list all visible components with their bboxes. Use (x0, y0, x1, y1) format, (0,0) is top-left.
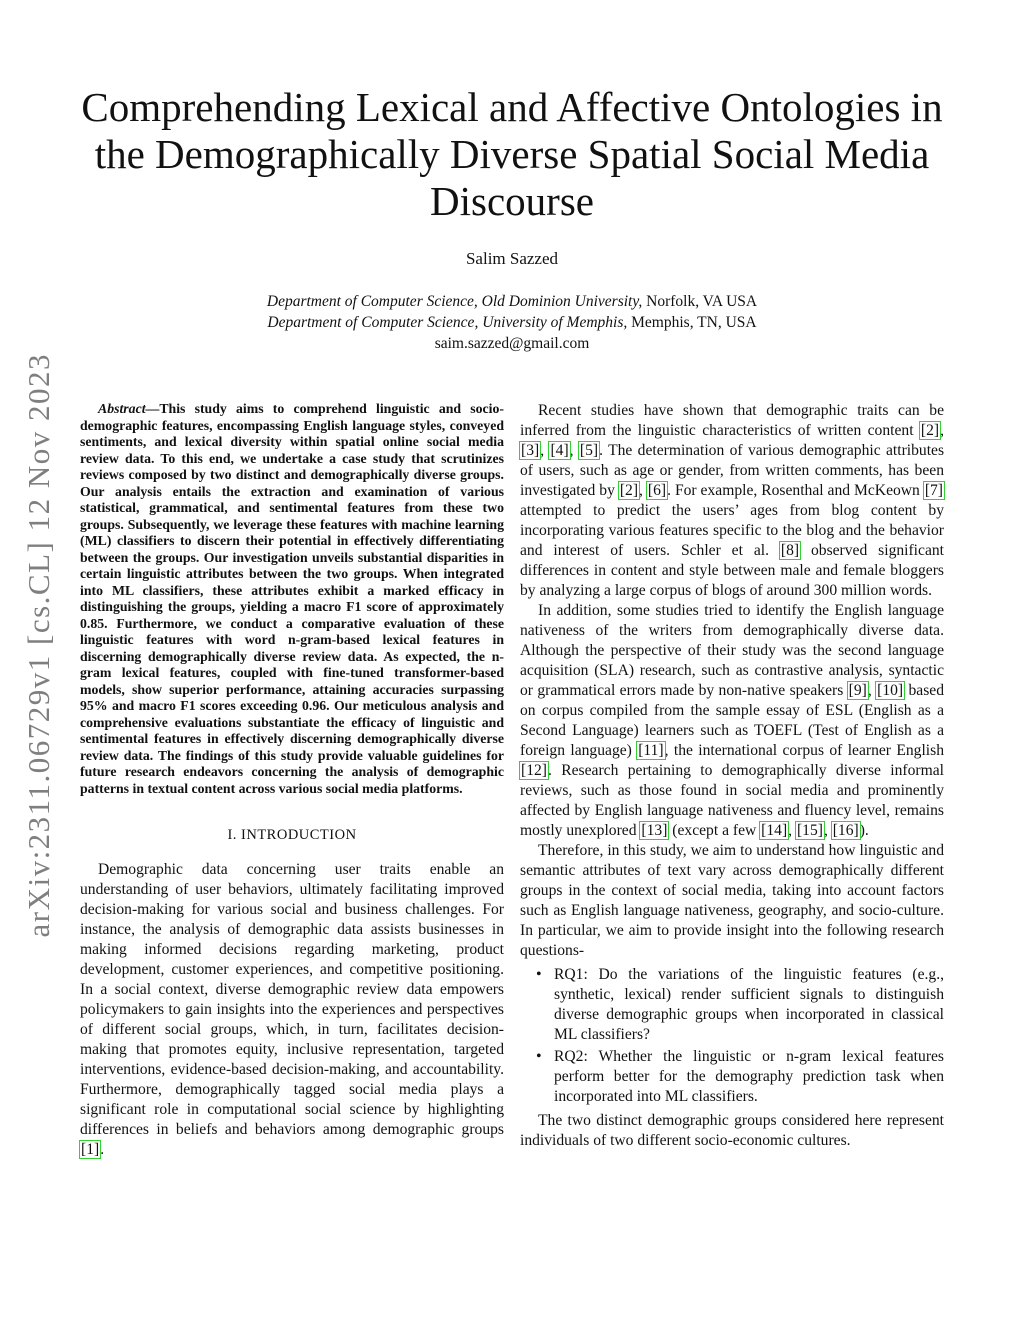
p1-text: Recent studies have shown that demographic traits can be inferred from the linguistic characteristics of written content (520, 402, 944, 439)
p2-text: , the international corpus of learner English (664, 742, 944, 759)
paragraph-two-groups: The two distinct demographic groups considered here represent individuals of two different socio-economic cultures. (520, 1112, 944, 1149)
right-column (520, 401, 944, 1151)
citation-link[interactable]: [11] (638, 742, 664, 759)
citation-link[interactable]: [12] (521, 762, 547, 779)
left-column (80, 401, 504, 1160)
p1-text: , (540, 442, 550, 459)
paragraph-recent-studies (520, 401, 944, 601)
paragraph-therefore: Therefore, in this study, we aim to understand how linguistic and semantic attributes of text vary across demographically different groups in the context of social media, taking into account factors such as English language nativeness, geography, and socio-culture. In particular, we aim to provide insight into the following research questions- (520, 842, 944, 959)
author-name: Salim Sazzed (465, 249, 559, 268)
affiliation-2 (0, 312, 1024, 333)
citation-link[interactable]: [1] (81, 1141, 100, 1158)
affiliation-1-dept: Department of Computer Science, Old Dominion University, (266, 293, 643, 310)
p1-text: . For example, Rosenthal and McKeown (667, 482, 924, 499)
citation-link[interactable]: [15] (796, 822, 823, 839)
affiliation-2-location: Memphis, TN, USA (627, 314, 757, 331)
citation-link[interactable]: [9] (848, 682, 867, 699)
p1-text: , (569, 442, 579, 459)
p2-text: ). (859, 822, 869, 839)
p1-text: . The determination of various demographic attributes of users, such as age or gender, from written comments, has been investigated by (520, 442, 945, 499)
abstract (80, 401, 504, 797)
list-item-rq2: • RQ2: Whether the linguistic or n-gram lexical features perform better for the demography prediction task when incorporated into ML classifiers. (520, 1047, 944, 1107)
citation-link[interactable]: [7] (924, 482, 943, 499)
abstract-text: —This study aims to comprehend linguistic and socio-demographic features, encompassing English language styles, conveyed sentiments, and lexical diversity within spatial online social media review data. To this end, we undertake a case study that scrutinizes reviews composed by two distinct and demographically diverse groups. Our analysis entails the extraction and examination of various statistical, grammatical, and sentimental features from these two groups. Subsequently, we leverage these features with machine learning (ML) classifiers to discern their potential in effectively differentiating between the groups. Our investigation unveils substantial disparities in certain linguistic attributes between the two groups. When integrated into ML classifiers, these attributes exhibit a marked efficacy in distinguishing the groups, yielding a macro F1 score of approximately 0.85. Furthermore, we conduct a comparative evaluation of these linguistic features with word n-gram-based lexical features in discerning demographically diverse review data. As expected, the n-gram lexical features, coupled with fine-tuned transformer-based models, show superior performance, attaining accuracies surpassing 95% and macro F1 scores exceeding 0.96. Our meticulous analysis and comprehensive evaluations substantiate the efficacy of linguistic and sentimental features in effectively discerning demographically diverse review data. The findings of this study provide valuable guidelines for future research endeavors concerning the analysis of demographic patterns in textual content across various social media platforms. (80, 401, 504, 796)
p2-text: . Research pertaining to demographically diverse informal reviews, such as those found in social media and prominently affected by English language nativeness and fluency level, remains mostly unexplored (520, 762, 944, 839)
abstract-label: Abstract (98, 401, 146, 416)
p2-text: , (788, 822, 796, 839)
intro-paragraph-end: . (100, 1141, 105, 1158)
p1-text: observed significant differences in content and style between male and female bloggers by analyzing a large corpus of blogs of around 300 million words. (520, 542, 944, 599)
section-heading-introduction: I. INTRODUCTION (227, 827, 357, 843)
citation-link[interactable]: [8] (780, 542, 800, 559)
citation-link[interactable]: [5] (579, 442, 599, 459)
author-email: saim.sazzed@gmail.com (434, 335, 590, 352)
affiliation-block (0, 291, 1024, 354)
research-questions-list (520, 965, 944, 1107)
citation-link[interactable]: [16] (832, 822, 859, 839)
citation-link[interactable]: [14] (761, 822, 788, 839)
p2-text: based on corpus compiled from the sample essay of ESL (English as a Second Language) learners such as TOEFL (Test of English as a foreign language) (520, 682, 945, 759)
citation-link[interactable]: [6] (647, 482, 667, 499)
citation-link[interactable]: [4] (550, 442, 569, 459)
p1-text: attempted to predict the users’ ages from blog content by incorporating various features specific to the blog and the behavior and interest of users. Schler et al. (520, 502, 944, 559)
affiliation-1 (0, 291, 1024, 312)
p2-text: (except a few (668, 822, 761, 839)
citation-link[interactable]: [13] (641, 822, 668, 839)
p2-text: In addition, some studies tried to identify the English language nativeness of the writers from demographically diverse data. Although the perspective of their study was the second language acquisition (SLA) research, such as contrastive analysis, syntactic or grammatical errors made by non-native speakers (520, 602, 944, 699)
p1-text: , (639, 482, 647, 499)
intro-paragraph (80, 860, 504, 1160)
arxiv-identifier: arXiv:2311.06729v1 [cs.CL] 12 Nov 2023 (21, 352, 56, 938)
list-item-rq1: • RQ1: Do the variations of the linguistic features (e.g., synthetic, lexical) render sufficient signals to distinguish diverse demographic groups when incorporated in classical ML classifiers? (520, 965, 944, 1045)
citation-link[interactable]: [10] (877, 682, 904, 699)
affiliation-1-location: Norfolk, VA USA (642, 293, 758, 310)
citation-link[interactable]: [2] (619, 482, 639, 499)
arxiv-side-label (4, 345, 74, 945)
citation-link[interactable]: [3] (521, 442, 540, 459)
p2-text: , (823, 822, 832, 839)
p2-text: , (867, 682, 877, 699)
citation-link[interactable]: [2] (920, 422, 940, 439)
affiliation-2-dept: Department of Computer Science, University of Memphis, (267, 314, 628, 331)
paper-title: Comprehending Lexical and Affective Ontologies in the Demographically Diverse Spatial Social Media Discourse (81, 84, 943, 224)
intro-paragraph-text: Demographic data concerning user traits enable an understanding of user behaviors, ultimately facilitating improved decision-making for various social and business challenges. For instance, the analysis of demographic data assists businesses in making informed decisions regarding marketing, product development, customer experiences, and competitive positioning. In a social context, diverse demographic review data empowers policymakers to gain insights into the experiences and perspectives of different social groups, which, in turn, facilitates decision-making that promotes equity, inclusive representation, targeted interventions, evidence-based decision-making, and accountability. Furthermore, demographically tagged social media plays a significant role in computational social science by highlighting differences in beliefs and behaviors among demographic groups (80, 861, 504, 1138)
p1-text: , (940, 422, 944, 439)
paragraph-nativeness (520, 601, 944, 841)
